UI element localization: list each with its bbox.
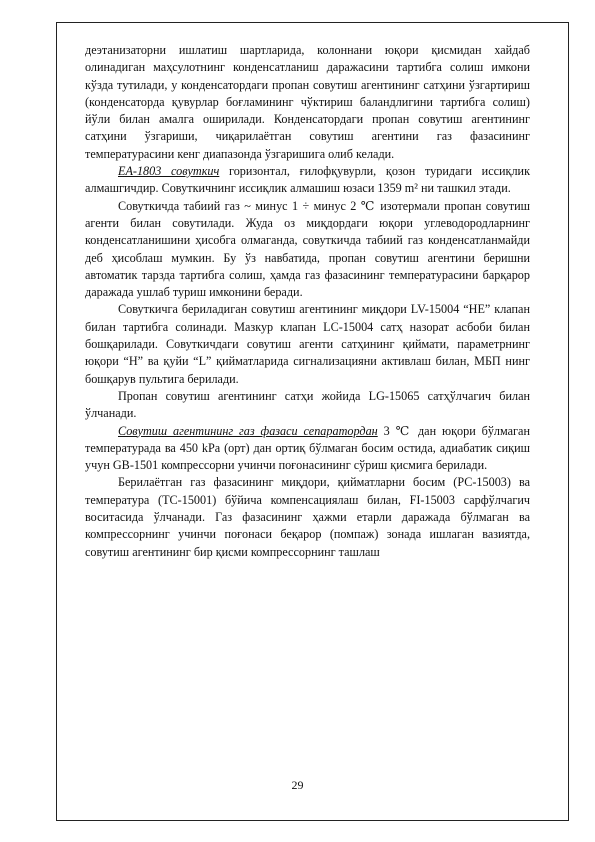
paragraph-2-text: горизонтал, ғилофқувурли, қозон туридаги иссиқлик алмашгичдир. Совуткичнинг иссиқлик алмашиш юзаси 1359 m² ни ташкил этади. — [85, 164, 530, 196]
paragraph-6 — [85, 423, 530, 475]
body-text — [85, 42, 530, 561]
page-number: 29 — [291, 778, 304, 792]
page-border-bottom — [56, 820, 569, 821]
paragraph-3: Совуткичда табиий газ ~ минус 1 ÷ минус 2 ℃ изотермали пропан совутиш агенти билан совутилади. Жуда оз миқдордаги юқори углеводородларнинг конденсатланишини ҳисобга олмаганда, совуткичда табиий газ конденсатланмайди деб ҳисоблаш мумкин. Бу ўз навбатида, пропан совутиш агентини беришни автоматик тарзда тартибга солиш, ҳамда газ фазасининг температурасини барқарор даражада ушлаб туриш имконини беради. — [85, 198, 530, 300]
paragraph-6-text: 3 ℃ дан юқори бўлмаган температурада ва 450 kPa (орт) дан ортиқ бўлмаган босим остида, адиабатик сиқиш учун GВ-1501 компрессорни учинчи поғонасининг сўриш қисмига берилади. — [85, 423, 530, 473]
page-border-right — [568, 22, 569, 820]
page-border-top — [56, 22, 569, 23]
paragraph-1: деэтанизаторни ишлатиш шартларида, колоннани юқори қисмидан хайдаб олинадиган маҳсулотнинг конденсатланиш даражасини тартибга солиш имкони кўзда тутилади, у конденсатордаги пропан совутиш агентининг сатҳини ўзгартириш (конденсаторда қувурлар боғламининг чўктириш баландлигини тартибга солиш) йўли билан амалга оширилади. Конденсатордаги пропан совутиш агентининг сатҳини ўзгариши, чиқарилаётган совутиш агентини газ фазасининг температурасини кенг диапазонда ўзгаришига олиб келади. — [85, 43, 530, 161]
paragraph-5: Пропан совутиш агентининг сатҳи жойида LG-15065 сатҳўлчагич билан ўлчанади. — [85, 388, 530, 421]
page-border-left — [56, 22, 57, 820]
paragraph-7: Берилаётган газ фазасининг миқдори, қийматларни босим (РС-15003) ва температура (ТС-15001) бўйича компенсациялаш билан, FI-15003 сарфўлчагич воситасида ўлчанади. Газ фазасининг ҳажми етарли даражада бўлмаган ва компрессорнинг учинчи поғонаси беқарор (помпаж) зонада ишлаган вазиятда, совутиш агентининг бир қисми компрессорнинг ташлаш — [85, 475, 530, 559]
term-gas-phase-separator: Совутиш агентининг газ фазаси сепаратордан — [118, 423, 378, 438]
paragraph-4: Совуткичга бериладиган совутиш агентининг миқдори LV-15004 “НЕ” клапан билан тартибга солинади. Мазкур клапан LC-15004 сатҳ назорат асбоби билан бошқарилади. Совуткичдаги совутиш агенти сатҳининг қиймати, параметрнинг юқори “Н” ва қуйи “L” қийматларида сигнализацияни активлаш билан, МБП нинг бошқарув пультига берилади. — [85, 302, 530, 386]
term-cooler-ea-1803: ЕА-1803 совуткич — [118, 164, 220, 179]
paragraph-2 — [85, 163, 530, 198]
